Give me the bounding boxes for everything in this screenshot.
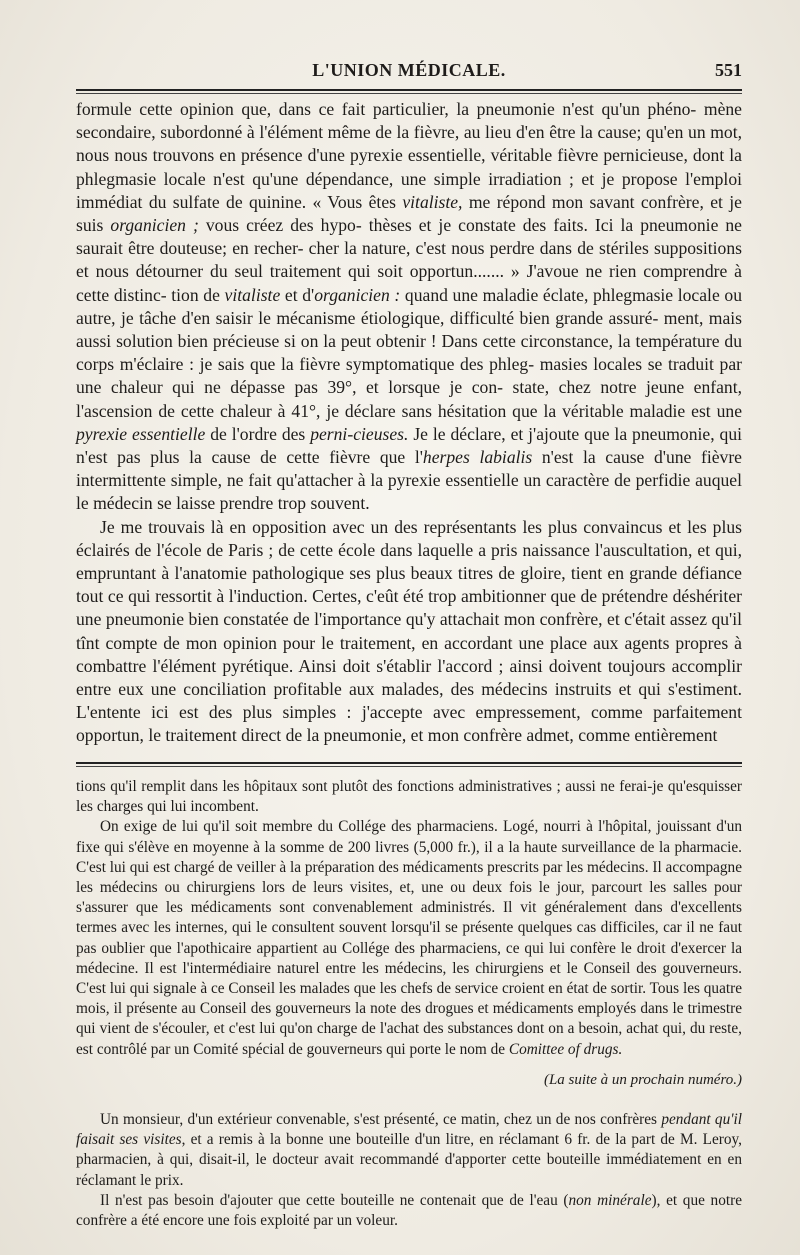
feuilleton-rule-thin (76, 766, 742, 767)
article-paragraph-2: Je me trouvais là en opposition avec un des représentants les plus convaincus et les plus éclairés de l'école de Paris ; de cette école dans laquelle a pris naissance l'auscultation, et qui, empruntant à l'anatomie pathologique ses plus beaux titres de gloire, tient en grande défiance tout ce qui ressortit à l'induction. Certes, c'eût été trop ambitionner que de prétendre déshériter une pneumonie bien constatée de l'importance qu'y attachait mon confrère, et c'était assez qu'il tînt compte de mon opinion pour le traitement, en accordant une place aux agents propres à combattre l'élément pyrétique. Ainsi doit s'établir l'accord ; ainsi doivent toujours accomplir entre eux une conciliation profitable aux malades, des médecins instruits et qui s'estiment. L'entente ici est des plus simples : j'accepte avec empressement, comme parfaitement opportun, le traitement direct de la pneumonie, et mon confrère admet, comme entièrement (76, 516, 742, 746)
main-article (76, 98, 742, 748)
news-paragraph-1: Un monsieur, d'un extérieur convenable, s'est présenté, ce matin, chez un de nos confrères pendant qu'il faisait ses visites, et a remis à la bonne une bouteille d'un litre, en réclamant 6 fr. de la part de M. Leroy, pharmacien, à qui, disait-il, le docteur avait recommandé d'apporter cette bouteille immédiatement en en réclamant le prix. (76, 1111, 742, 1189)
header-rule (76, 89, 742, 91)
article-paragraph-1: formule cette opinion que, dans ce fait particulier, la pneumonie n'est qu'un phéno- mène secondaire, subordonné à l'élément même de la fièvre, au lieu d'en être la cause; qu'en un mot, nous nous trouvons en présence d'une pyrexie essentielle, véritable fièvre pernicieuse, dont la phlegmasie locale n'est qu'une dépendance, une simple irradiation ; et je propose l'emploi immédiat du sulfate de quinine. « Vous êtes vitaliste, me répond mon savant confrère, et je suis organicien ; vous créez des hypo- thèses et je constate des faits. Ici la pneumonie ne saurait être douteuse; en recher- cher la nature, c'est nous perdre dans de stériles suppositions et nous détourner du seul traitement qui soit opportun....... » J'avoue ne rien comprendre à cette distinc- tion de vitaliste et d'organicien : quand une maladie éclate, phlegmasie locale ou autre, je tâche d'en saisir le mécanisme étiologique, difficulté bien grande assuré- ment, mais aussi solution bien précieuse si on la peut obtenir ! Dans cette circonstance, la température du corps m'éclaire : je sais que la fièvre symptomatique des phleg- masies locales se traduit par une chaleur qui ne dépasse pas 39°, et lorsque je con- state, chez notre jeune enfant, l'ascension de cette chaleur à 41°, je déclare sans hésitation que la véritable maladie est une pyrexie essentielle de l'ordre des perni-cieuses. Je le déclare, et j'ajoute que la pneumonie, qui n'est pas plus la cause de cette fièvre que l'herpes labialis n'est la cause d'une fièvre intermittente simple, ne fait qu'attacher à la pyrexie essentielle un caractère de perfidie auquel le médecin se laisse prendre trop souvent. (76, 99, 743, 514)
news-item (76, 1110, 742, 1231)
header-rule-thin (76, 93, 742, 94)
page-number: 551 (715, 60, 742, 80)
page-header (76, 60, 742, 86)
feuilleton-paragraph-2: On exige de lui qu'il soit membre du Collége des pharmaciens. Logé, nourri à l'hôpital, jouissant d'un fixe qui s'élève en moyenne à la somme de 200 livres (5,000 fr.), il a la haute surveillance de la pharmacie. C'est lui qui est chargé de veiller à la préparation des médicaments prescrits par les médecins. Il accompagne les médecins ou chirurgiens lors de leurs visites, et, une ou deux fois le jour, parcourt les salles pour s'assurer que les médicaments sont convenablement administrés. Il vit généralement dans d'excellents termes avec les internes, qui le consultent souvent lorsqu'il se présente quelques cas difficiles, car il ne faut pas oublier que l'apothicaire appartient au Collége des pharmaciens, ce qui lui confère le droit d'exercer la médecine. Il est l'intermédiaire naturel entre les médecins, les chirurgiens et le Conseil des gouverneurs. C'est lui qui signale à ce Conseil les malades que les chefs de service croient en état de sortir. Tous les quatre mois, il présente au Conseil des gouverneurs la note des drogues et médicaments employés dans le trimestre qui vient de s'écouler, et c'est lui qu'on charge de l'achat des substances dont on a besoin, achat qui, du reste, est contrôlé par un Comité spécial de gouverneurs qui porte le nom de Comittee of drugs. (76, 818, 742, 1058)
continuation-note: (La suite à un prochain numéro.) (543, 1072, 742, 1088)
journal-title: L'UNION MÉDICALE. (312, 60, 506, 80)
feuilleton (76, 777, 742, 1060)
feuilleton-paragraph-1: tions qu'il remplit dans les hôpitaux sont plutôt des fonctions administratives ; aussi ne ferai-je qu'esquisser les charges qui lui incombent. (76, 778, 742, 816)
news-paragraph-2: Il n'est pas besoin d'ajouter que cette bouteille ne contenait que de l'eau (non minérale), et que notre confrère a été encore une fois exploité par un voleur. (76, 1191, 742, 1230)
feuilleton-rule (76, 762, 742, 764)
